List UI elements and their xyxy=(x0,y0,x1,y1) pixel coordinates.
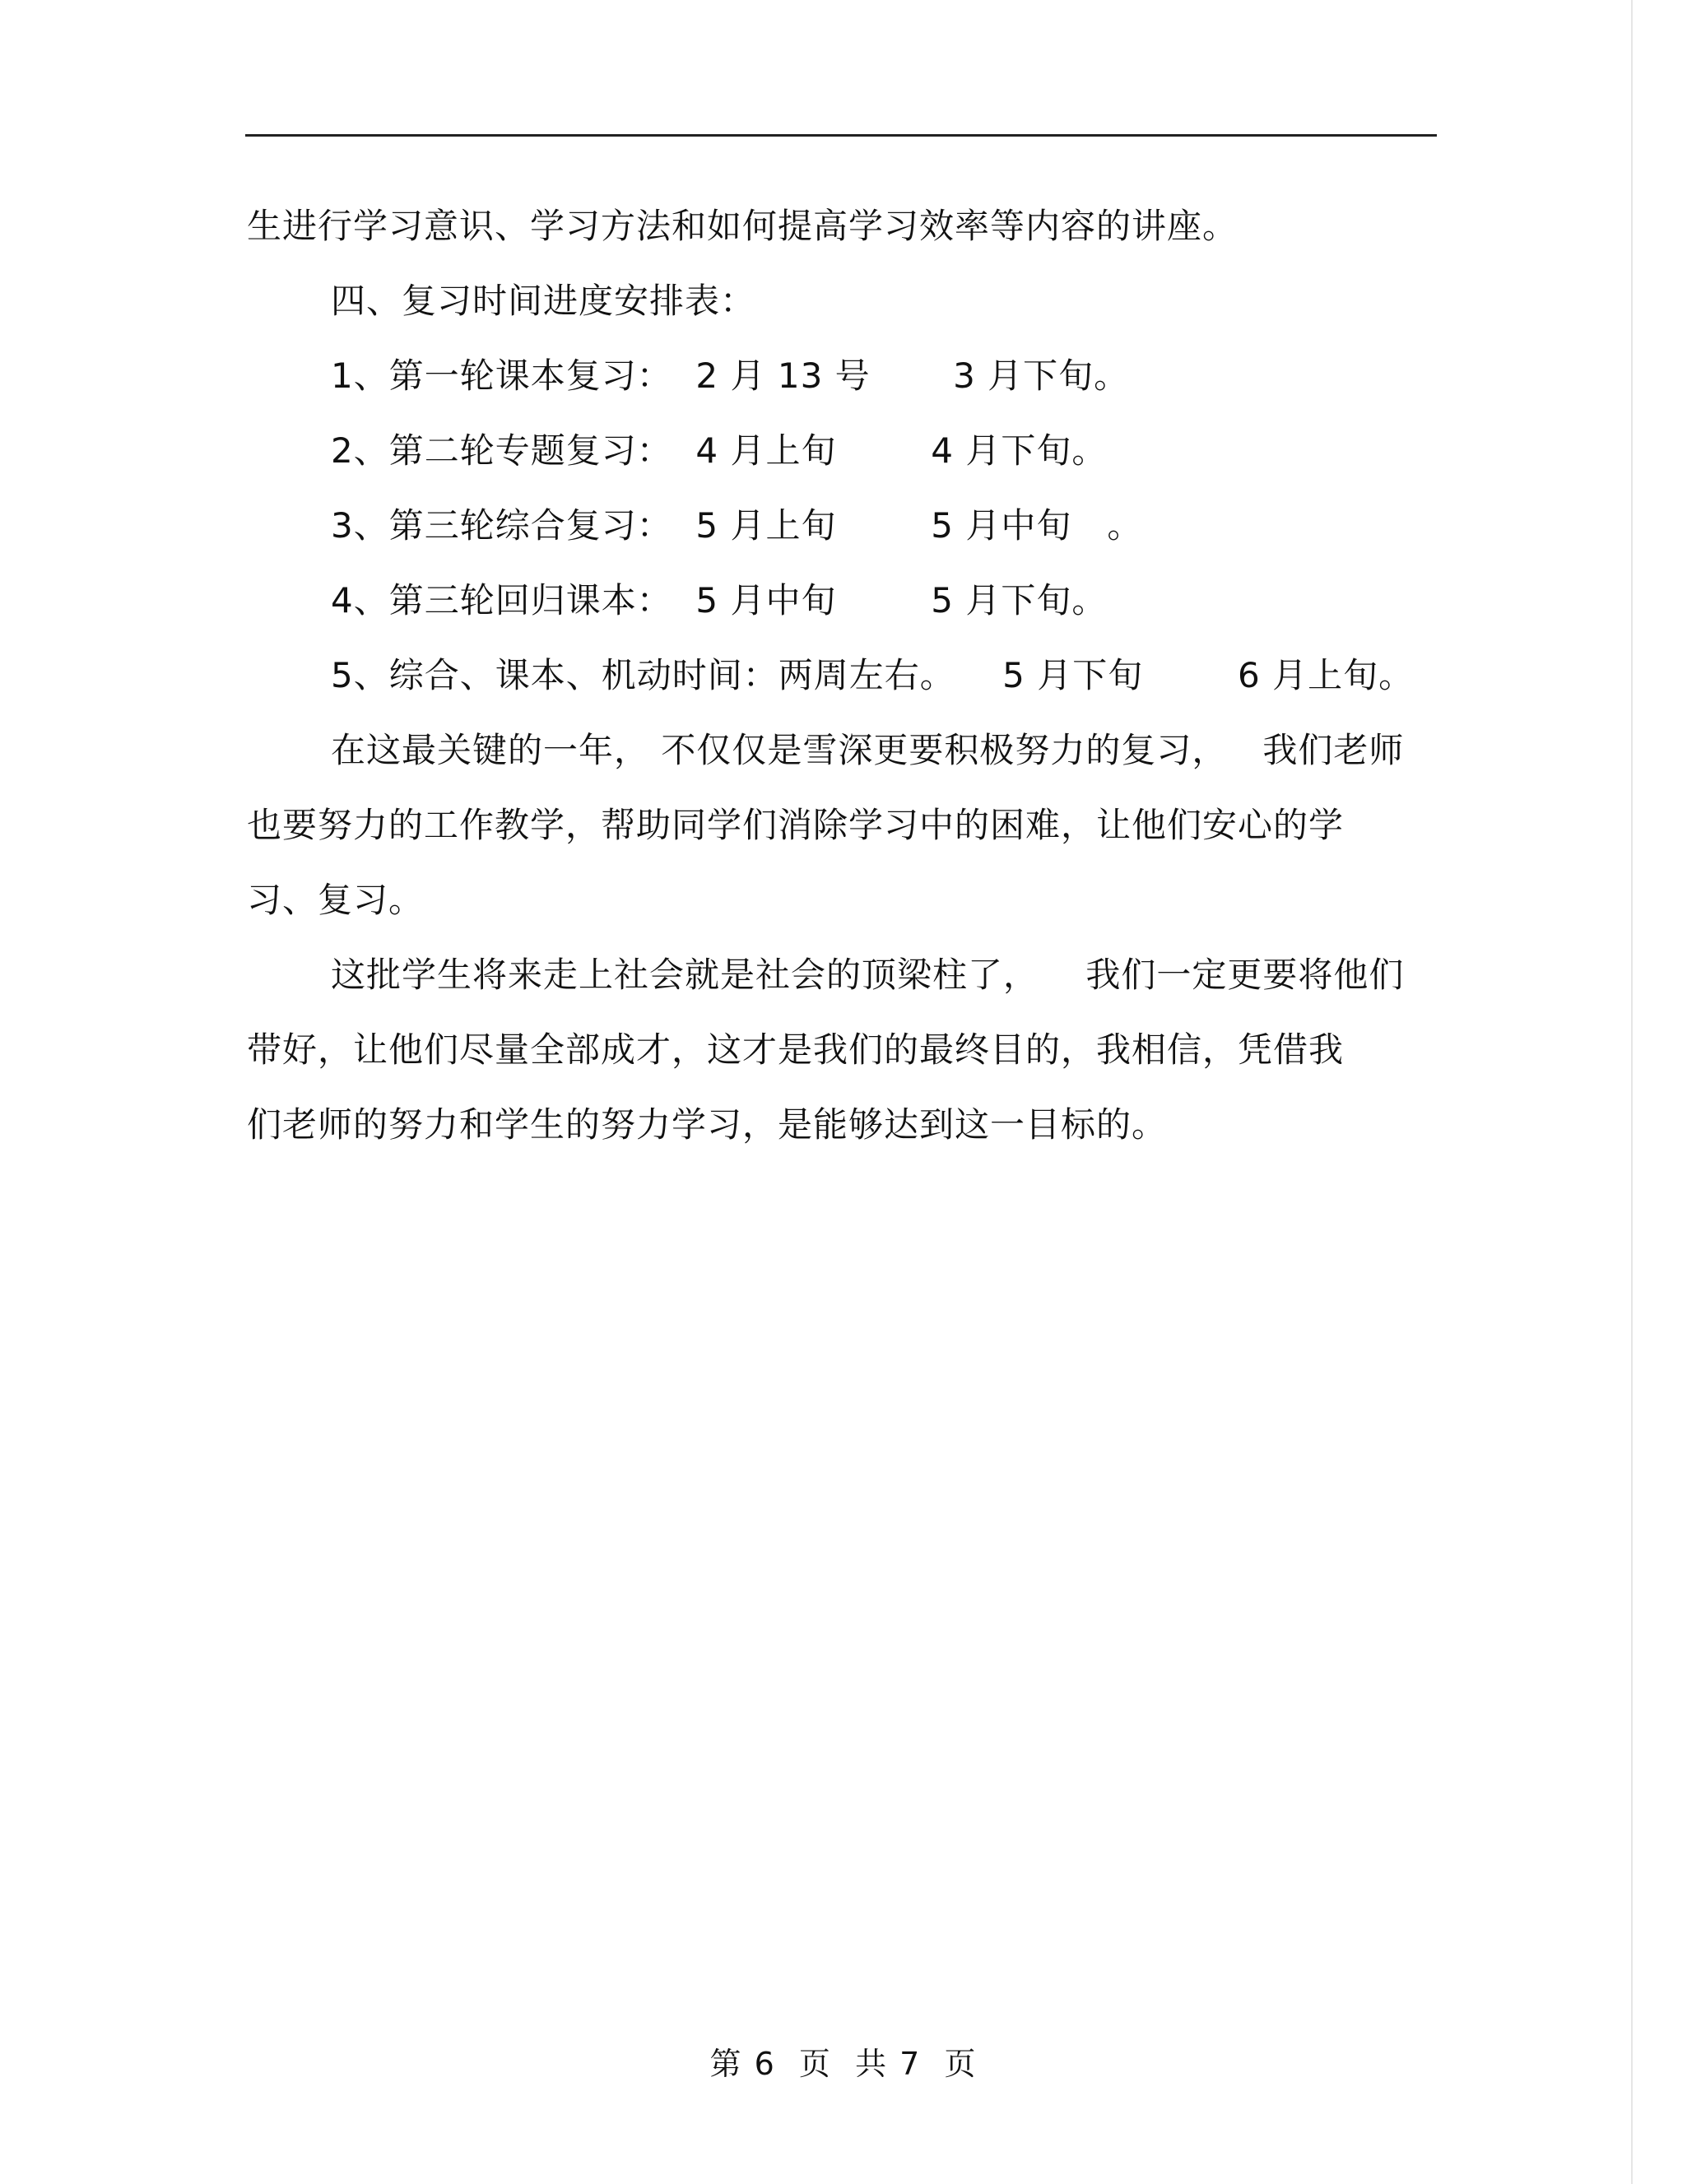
section-heading: 四、复习时间进度安排表： xyxy=(331,281,756,321)
paragraph-line: 在这最关键的一年， 不仅仅是雪深更要积极努力的复习， 我们老师 xyxy=(331,730,1405,770)
schedule-item-5: 5、综合、课本、机动时间：两周左右。 5 月下旬 6 月上旬。 xyxy=(331,655,1415,695)
page-edge xyxy=(1631,0,1633,2184)
schedule-item-3: 3、第三轮综合复习： 5 月上旬 5 月中旬 。 xyxy=(331,505,1143,546)
schedule-item-2: 2、第二轮专题复习： 4 月上旬 4 月下旬。 xyxy=(331,430,1108,471)
paragraph-line: 们老师的努力和学生的努力学习，是能够达到这一目标的。 xyxy=(247,1104,1168,1145)
paragraph-line: 也要努力的工作教学，帮助同学们消除学习中的困难，让他们安心的学 xyxy=(247,805,1345,845)
paragraph-line: 习、复习。 xyxy=(247,880,425,920)
paragraph-line: 这批学生将来走上社会就是社会的顶梁柱了， 我们一定更要将他们 xyxy=(331,955,1405,995)
schedule-item-4: 4、第三轮回归课本： 5 月中旬 5 月下旬。 xyxy=(331,580,1108,620)
paragraph-line: 带好，让他们尽量全部成才，这才是我们的最终目的，我相信，凭借我 xyxy=(247,1029,1345,1070)
page-number-footer: 第 6 页 共 7 页 xyxy=(709,2046,978,2082)
schedule-item-1: 1、第一轮课本复习： 2 月 13 号 3 月下旬。 xyxy=(331,355,1130,396)
header-rule xyxy=(245,134,1437,137)
body-line: 生进行学习意识、学习方法和如何提高学习效率等内容的讲座。 xyxy=(247,206,1239,246)
